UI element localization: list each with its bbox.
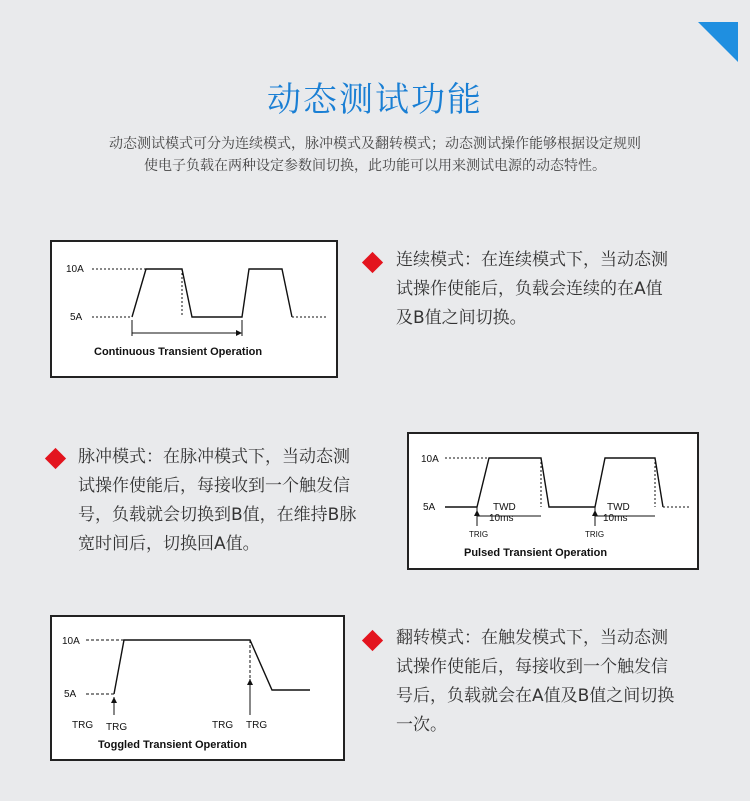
continuous-waveform: [132, 269, 292, 317]
pulsed-waveform: [445, 458, 663, 507]
continuous-high-label: 10A: [66, 264, 84, 275]
toggled-low-label: 5A: [64, 689, 77, 700]
toggled-transient-figure: [50, 615, 345, 761]
intro-line-2: 使电子负载在两种设定参数间切换，此功能可以用来测试电源的动态特性。: [144, 158, 606, 174]
pulsed-transient-figure: [407, 432, 699, 570]
pulsed-description: [78, 443, 356, 559]
diamond-icon: [45, 448, 66, 469]
toggled-waveform: [114, 640, 310, 694]
page-title: 动态测试功能: [267, 80, 483, 120]
pulsed-line-1: 脉冲模式：在脉冲模式下，当动态测: [78, 447, 350, 467]
pulsed-twd-label-2: TWD: [607, 502, 630, 513]
toggled-trg-label-1: TRG: [72, 720, 94, 731]
continuous-transient-figure: [50, 240, 338, 378]
toggled-caption: Toggled Transient Operation: [98, 739, 247, 751]
diamond-icon: [362, 630, 383, 651]
toggled-line-1: 翻转模式：在触发模式下，当动态测: [396, 628, 668, 648]
pulsed-trig-label-1: TRIG: [469, 530, 489, 539]
toggled-line-3: 号后，负载就会在A值及B值之间切换: [396, 686, 675, 706]
pulsed-high-label: 10A: [421, 454, 439, 465]
continuous-line-2: 试操作使能后，负载会连续的在A值: [396, 279, 663, 299]
continuous-description: [396, 246, 668, 333]
toggled-high-label: 10A: [62, 636, 80, 647]
continuous-line-3: 及B值之间切换。: [396, 308, 527, 328]
pulsed-caption: Pulsed Transient Operation: [464, 547, 608, 559]
pulsed-trig-label-2: TRIG: [585, 530, 605, 539]
continuous-low-label: 5A: [70, 312, 83, 323]
pulsed-time-label-2: 10ms: [603, 513, 628, 524]
diamond-icon: [362, 252, 383, 273]
toggled-line-2: 试操作使能后，每接收到一个触发信: [396, 657, 668, 677]
continuous-caption: Continuous Transient Operation: [94, 346, 263, 358]
toggled-trg-label-3: TRG: [212, 720, 234, 731]
pulsed-line-2: 试操作使能后，每接收到一个触发信: [78, 476, 350, 496]
pulsed-time-label-1: 10ms: [489, 513, 514, 524]
pulsed-line-3: 号，负载就会切换到B值，在维持B脉: [78, 505, 357, 525]
toggled-line-4: 一次。: [396, 715, 447, 735]
continuous-line-1: 连续模式：在连续模式下，当动态测: [396, 250, 668, 270]
intro-paragraph: [60, 133, 690, 177]
corner-triangle-icon: [698, 22, 738, 62]
pulsed-low-label: 5A: [423, 502, 436, 513]
toggled-trg-label-4: TRG: [246, 720, 268, 731]
pulsed-line-4: 宽时间后，切换回A值。: [78, 534, 260, 554]
intro-line-1: 动态测试模式可分为连续模式，脉冲模式及翻转模式；动态测试操作能够根据设定规则: [109, 136, 641, 152]
toggled-description: [396, 624, 674, 740]
pulsed-twd-label-1: TWD: [493, 502, 516, 513]
toggled-trg-label-2: TRG: [106, 722, 128, 733]
